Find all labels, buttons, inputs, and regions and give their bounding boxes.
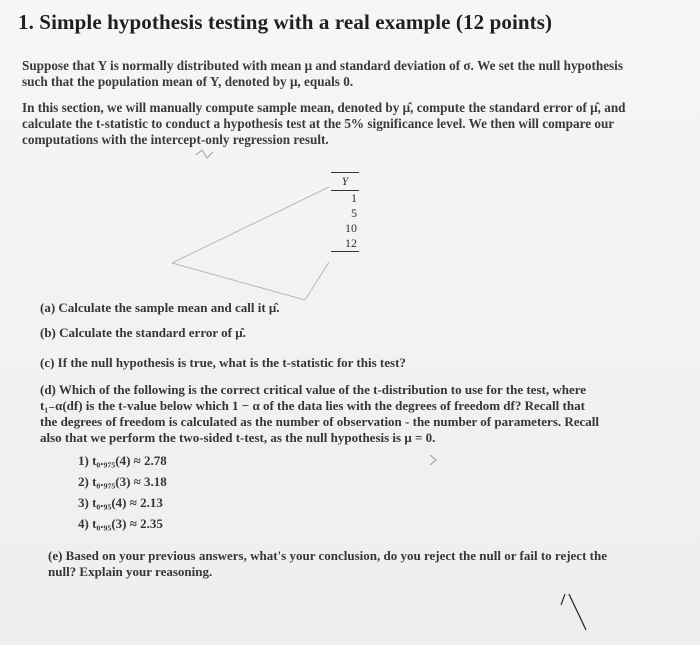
table-header-y: Y (341, 174, 349, 188)
question-e: (e) Based on your previous answers, what's your conclusion, do you reject the null or fail to reject the null? Explain your reasoning. (48, 548, 607, 579)
question-b: (b) Calculate the standard error of μ̂. (40, 325, 246, 340)
pen-stroke (569, 594, 586, 630)
table-bottom-rule (331, 251, 359, 252)
section-title: 1. Simple hypothesis testing with a real example (12 points) (18, 10, 553, 34)
pen-stroke (196, 150, 213, 158)
table-cell: 10 (345, 221, 357, 235)
option-4: 4) t₀.₉₅(3) ≈ 2.35 (78, 516, 163, 531)
question-d: (d) Which of the following is the correct critical value of the t-distribution to use for the test, where t₁₋α(df) is the t-value below which 1 − α of the data lies with the degrees of freedom df? Recall that the degrees of freedom is calculated as the number of observation - the number of parameters. Recall also that we perform the two-sided t-test, as the null hypothesis is μ = 0. (40, 382, 600, 445)
pen-stroke (172, 187, 329, 263)
option-3: 3) t₀.₉₅(4) ≈ 2.13 (78, 495, 163, 510)
question-c: (c) If the null hypothesis is true, what is the t-statistic for this test? (40, 355, 406, 370)
intro-paragraph-1: Suppose that Y is normally distributed with mean μ and standard deviation of σ. We set the null hypothesis such that the population mean of Y, denoted by μ, equals 0. (22, 58, 623, 89)
pen-stroke (172, 263, 305, 300)
question-a: (a) Calculate the sample mean and call it μ̂. (40, 300, 280, 315)
check-mark (430, 455, 436, 465)
pen-stroke (305, 262, 329, 300)
data-table (331, 172, 359, 252)
intro-paragraph-2: In this section, we will manually compute sample mean, denoted by μ̂, compute the standard error of μ̂, and calculate the t-statistic to conduct a hypothesis test at the 5% significance level. We then will compare our computations with the intercept-only regression result. (22, 100, 626, 147)
table-cell: 5 (351, 206, 357, 220)
option-1: 1) t₀.₉₇₅(4) ≈ 2.78 (78, 453, 167, 468)
table-cell: 1 (351, 191, 357, 205)
table-cell: 12 (345, 236, 357, 250)
option-2: 2) t₀.₉₇₅(3) ≈ 3.18 (78, 474, 167, 489)
pen-stroke (561, 594, 565, 605)
